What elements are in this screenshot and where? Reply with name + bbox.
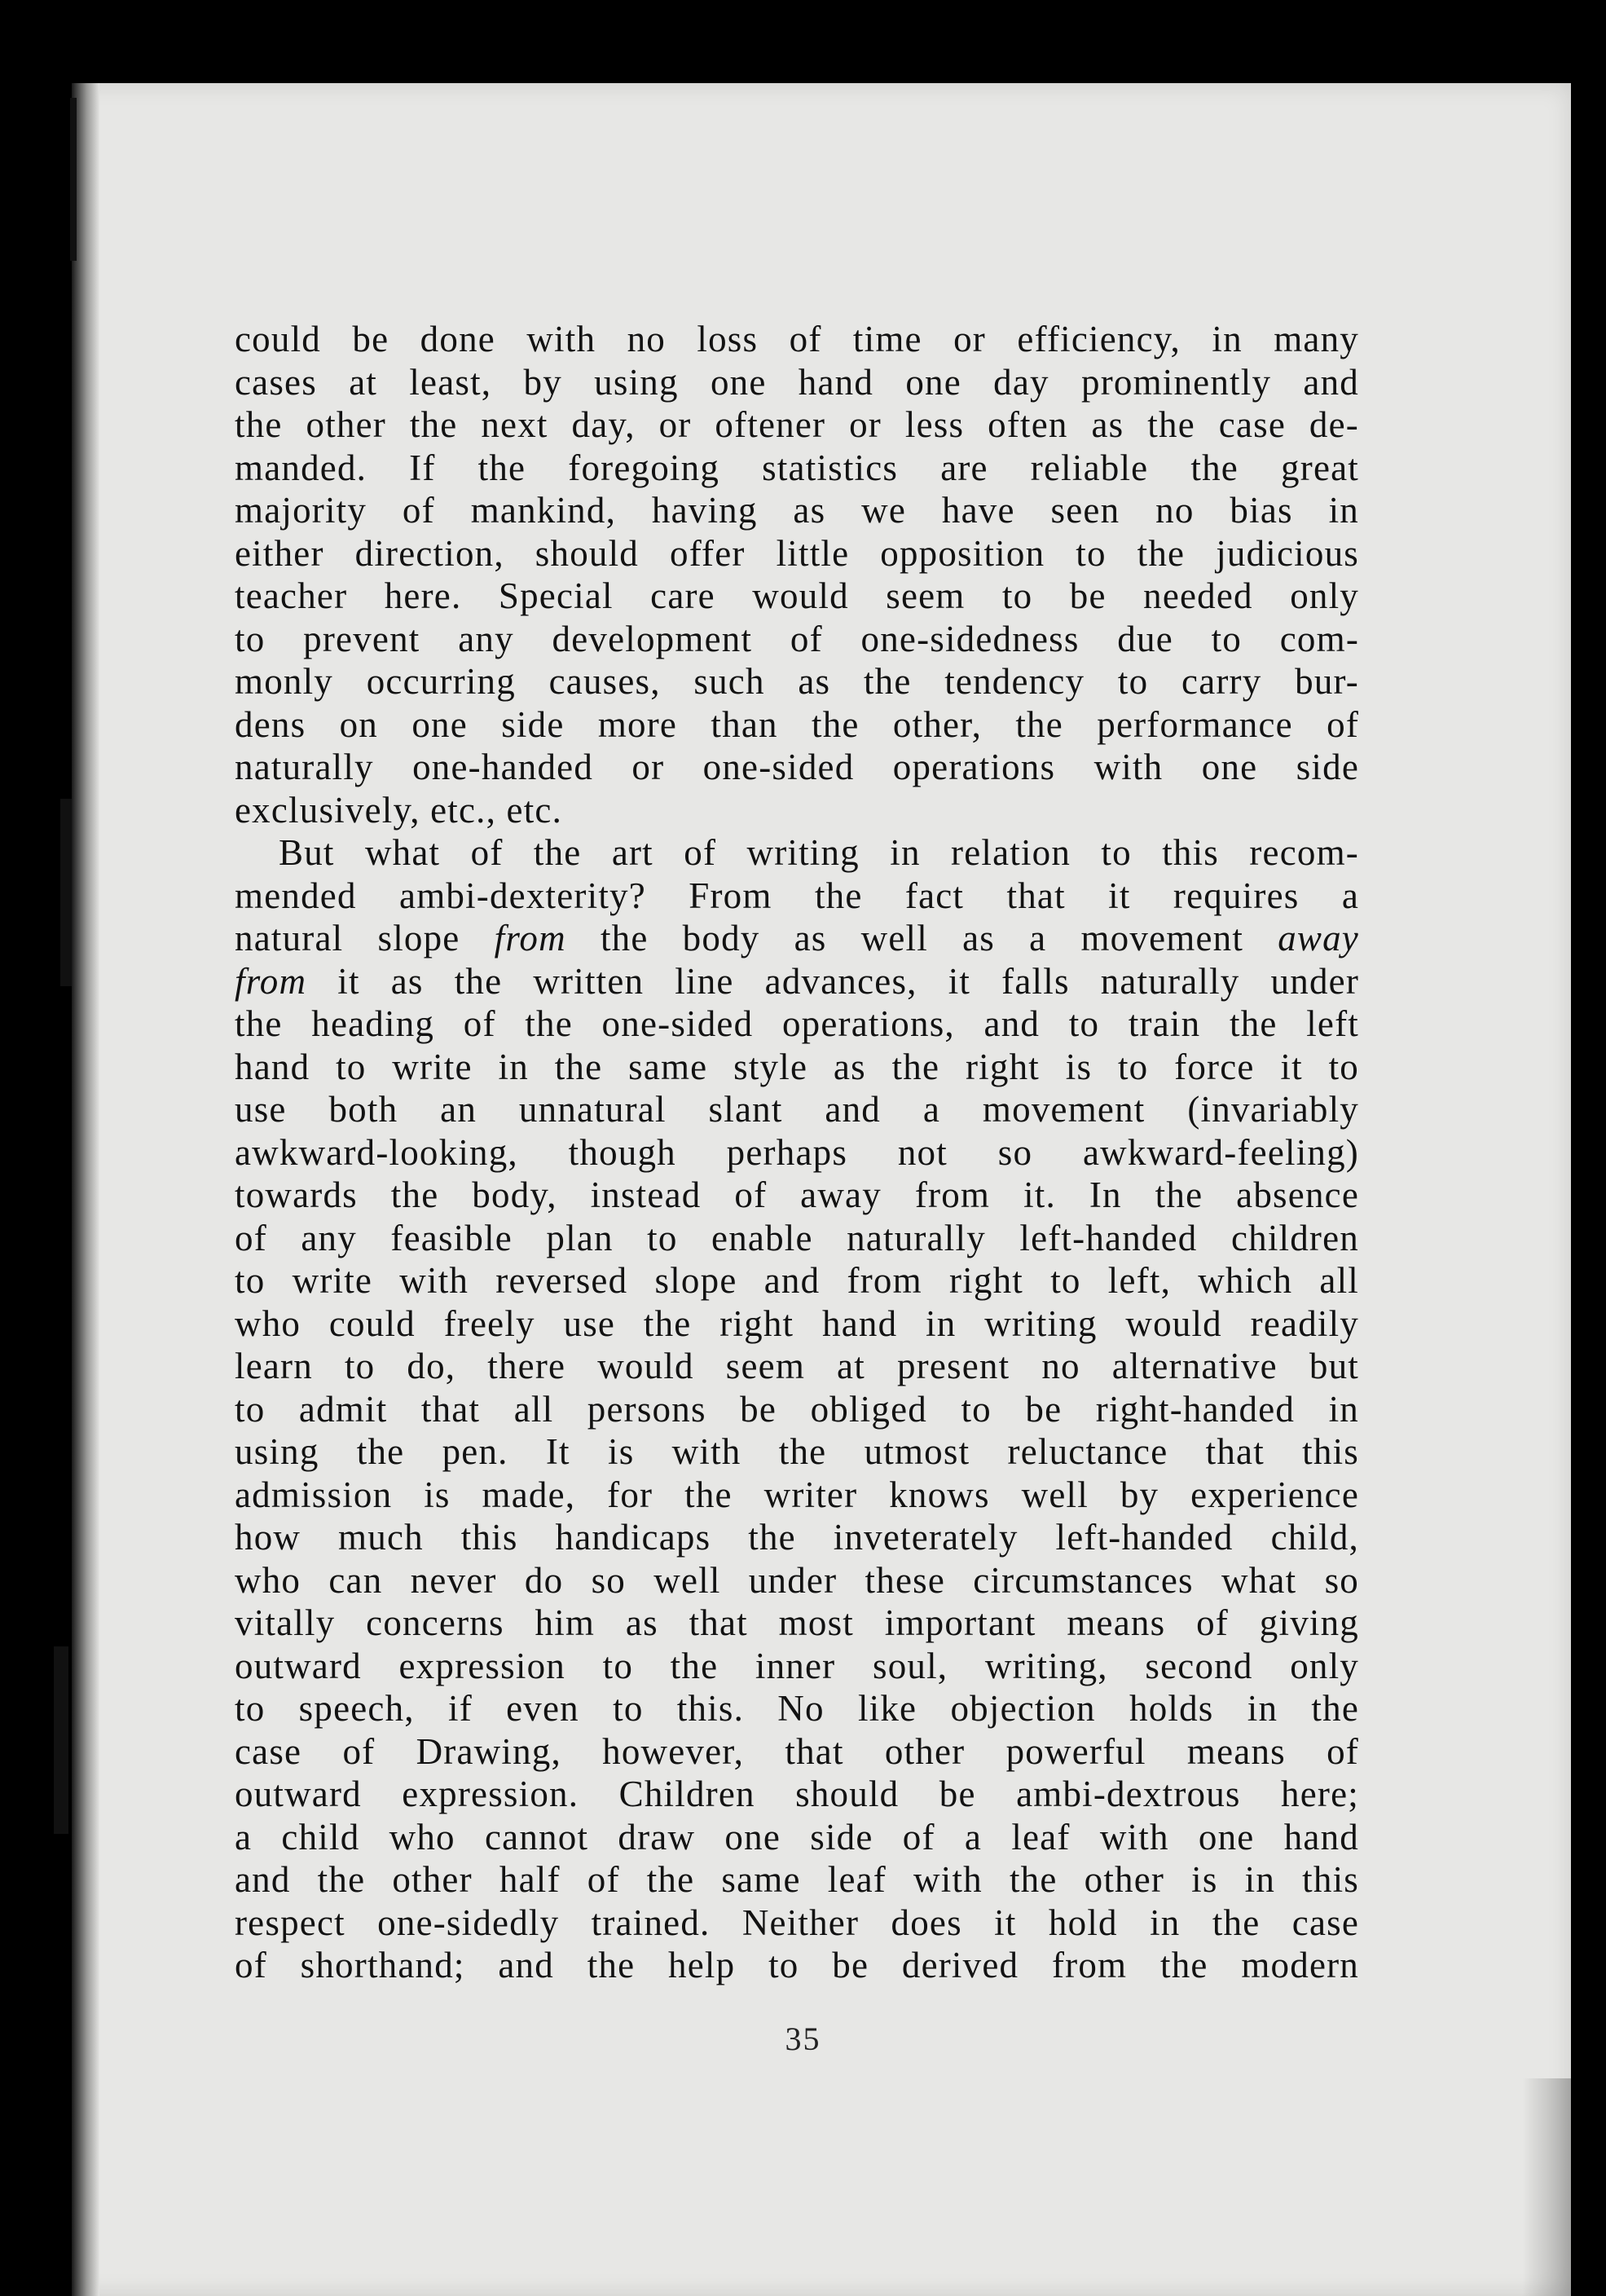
text-line: learn to do, there would seem at present no alternative but	[235, 1346, 1359, 1386]
text-line: respect one-sidedly trained. Neither does it hold in the case	[235, 1902, 1359, 1943]
text-line: vitally concerns him as that most important means of giving	[235, 1602, 1359, 1643]
text-line: of any feasible plan to enable naturally left-handed children	[235, 1217, 1359, 1258]
text-line: awkward-looking, though perhaps not so awkward-feeling)	[235, 1131, 1359, 1173]
text-line: to write with reversed slope and from right to left, which all	[235, 1260, 1359, 1301]
text-line: But what of the art of writing in relation to this recom-	[279, 832, 1359, 873]
text-line: of shorthand; and the help to be derived from the modern	[235, 1945, 1359, 1985]
text-line: towards the body, instead of away from it. In the absence	[235, 1174, 1359, 1215]
text-line: admission is made, for the writer knows well by experience	[235, 1474, 1359, 1515]
text-line: to prevent any development of one-sidedness due to com-	[235, 618, 1359, 659]
text-line: exclusively, etc., etc.	[235, 789, 563, 831]
text-line: the other the next day, or oftener or less often as the case de-	[235, 404, 1359, 445]
text-line: the heading of the one-sided operations, and to train the left	[235, 1003, 1359, 1044]
text-line: teacher here. Special care would seem to be needed only	[235, 575, 1359, 616]
text-line: outward expression. Children should be ambi-dextrous here;	[235, 1774, 1359, 1814]
text-run: natural slope	[235, 918, 460, 959]
text-line-mixed	[235, 917, 1359, 960]
text-run: it as the written line advances, it falls naturally under	[337, 960, 1360, 1002]
body-text	[235, 318, 1359, 1987]
text-line: use both an unnatural slant and a movement (invariably	[235, 1089, 1359, 1130]
text-line: and the other half of the same leaf with the other is in this	[235, 1859, 1359, 1900]
text-line: manded. If the foregoing statistics are reliable the great	[235, 447, 1359, 488]
text-line: monly occurring causes, such as the tendency to carry bur-	[235, 661, 1359, 702]
text-line: dens on one side more than the other, the performance of	[235, 703, 1359, 745]
italic-text: from	[235, 960, 307, 1002]
text-line: using the pen. It is with the utmost reluctance that this	[235, 1431, 1359, 1472]
binding-mark	[60, 799, 72, 986]
text-line: mended ambi-dexterity? From the fact that it requires a	[235, 875, 1359, 916]
page-edge-shadow	[1522, 2078, 1571, 2296]
text-line: hand to write in the same style as the right is to force it to	[235, 1046, 1359, 1087]
text-line: to admit that all persons be obliged to be right-handed in	[235, 1388, 1359, 1430]
text-run: the body as well as a movement	[600, 918, 1244, 959]
text-line: majority of mankind, having as we have seen no bias in	[235, 490, 1359, 531]
text-line: case of Drawing, however, that other powerful means of	[235, 1730, 1359, 1772]
text-line: to speech, if even to this. No like objection holds in the	[235, 1688, 1359, 1729]
text-line: outward expression to the inner soul, writing, second only	[235, 1645, 1359, 1686]
page-gutter-shadow	[72, 83, 99, 2296]
binding-mark	[54, 1646, 68, 1834]
text-line: naturally one-handed or one-sided operations with one side	[235, 747, 1359, 787]
italic-text: from	[494, 918, 566, 959]
text-line: cases at least, by using one hand one day prominently and	[235, 361, 1359, 403]
text-line-mixed	[235, 960, 1359, 1003]
text-line: how much this handicaps the inveterately left-handed child,	[235, 1517, 1359, 1558]
text-line: who could freely use the right hand in writing would readily	[235, 1302, 1359, 1344]
text-line: could be done with no loss of time or efficiency, in many	[235, 319, 1359, 359]
binding-mark	[70, 98, 77, 261]
text-line: who can never do so well under these circumstances what so	[235, 1559, 1359, 1601]
page-number: 35	[785, 2021, 821, 2057]
italic-text: away	[1278, 918, 1359, 959]
text-line: either direction, should offer little opposition to the judicious	[235, 532, 1359, 574]
text-line: a child who cannot draw one side of a leaf with one hand	[235, 1816, 1359, 1858]
